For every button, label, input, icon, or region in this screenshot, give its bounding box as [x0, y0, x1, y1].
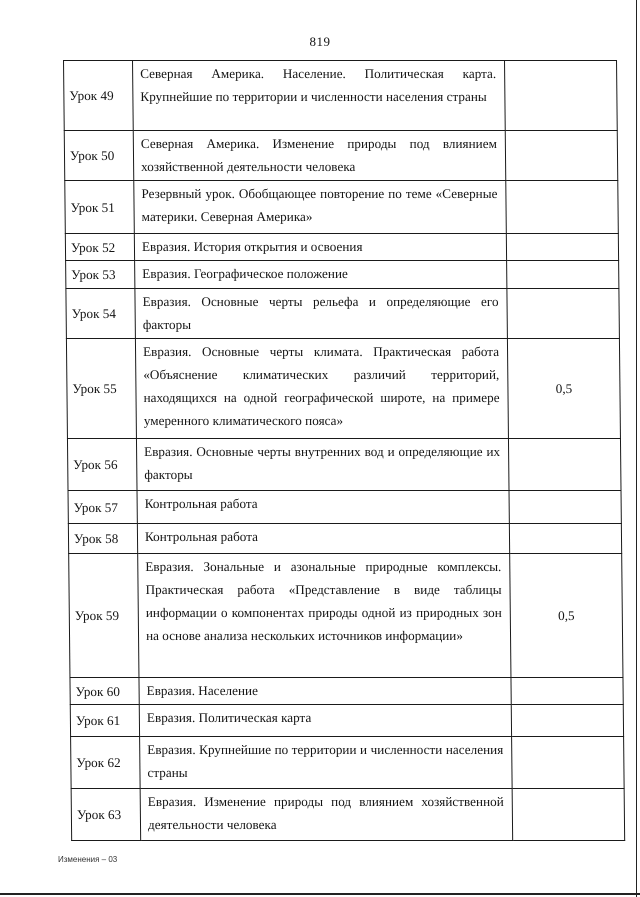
lesson-topic-cell: Евразия. Основные черты климата. Практическая работа «Объяснение климатических различий территорий, находящихся на одной географической широте, на примере умеренного климатического пояса» [135, 339, 508, 439]
table-row [70, 678, 623, 705]
table-row [66, 261, 619, 289]
lesson-topic-cell: Евразия. Географическое положение [135, 261, 507, 289]
lesson-number-cell: Урок 63 [71, 789, 141, 841]
page-number: 819 [309, 34, 331, 49]
table-row [64, 131, 618, 181]
practical-hours-cell [509, 524, 621, 554]
lesson-topic-cell: Евразия. Зональные и азональные природные комплексы. Практическая работа «Представление в виде таблицы информации о компонентах природы одной из природных зон на основе анализа нескольких источников информации» [138, 554, 511, 678]
table-row [65, 181, 619, 234]
lesson-topic-cell: Евразия. Крупнейшие по территории и численности населения страны [140, 737, 513, 789]
lesson-number-cell: Урок 56 [67, 439, 137, 491]
table-row [71, 737, 625, 789]
revision-footer: Изменения – 03 [58, 855, 118, 864]
lesson-number-cell: Урок 52 [65, 234, 134, 261]
lesson-number-cell: Урок 51 [65, 181, 135, 234]
table-row [64, 61, 618, 131]
lesson-topic-cell: Северная Америка. Изменение природы под влиянием хозяйственной деятельности человека [133, 131, 506, 181]
table-row [66, 339, 620, 439]
scan-edge-bottom [0, 893, 640, 895]
lesson-topic-cell: Евразия. Население [139, 678, 511, 705]
lesson-topic-cell: Резервный урок. Обобщающее повторение по теме «Северные материки. Северная Америка» [134, 181, 507, 234]
practical-hours-cell [506, 234, 618, 261]
practical-hours-cell [505, 131, 618, 181]
practical-hours-cell [512, 789, 625, 841]
table-row [71, 789, 625, 841]
table-row [68, 524, 621, 554]
table-row [67, 439, 621, 491]
lesson-number-cell: Урок 55 [66, 339, 136, 439]
scan-edge-right [636, 0, 637, 897]
lesson-number-cell: Урок 59 [69, 554, 139, 678]
practical-hours-cell: 0,5 [507, 339, 620, 439]
practical-hours-cell [511, 678, 623, 705]
table-row [70, 705, 623, 737]
lesson-number-cell: Урок 50 [64, 131, 134, 181]
lesson-number-cell: Урок 54 [66, 289, 136, 339]
lesson-number-cell: Урок 53 [66, 261, 135, 289]
lesson-topic-cell: Евразия. Политическая карта [139, 705, 511, 737]
table-row [68, 491, 621, 524]
lesson-plan-table [63, 60, 625, 841]
lesson-topic-cell: Контрольная работа [137, 524, 509, 554]
lesson-topic-cell: Евразия. Основные черты рельефа и определяющие его факторы [135, 289, 508, 339]
practical-hours-cell [507, 289, 620, 339]
lesson-topic-cell: Контрольная работа [137, 491, 509, 524]
practical-hours-cell [511, 705, 623, 737]
lesson-number-cell: Урок 61 [70, 705, 139, 737]
lesson-topic-cell: Евразия. История открытия и освоения [134, 234, 506, 261]
practical-hours-cell [505, 61, 618, 131]
practical-hours-cell: 0,5 [510, 554, 623, 678]
lesson-number-cell: Урок 60 [70, 678, 139, 705]
table-row [66, 289, 620, 339]
lesson-number-cell: Урок 57 [68, 491, 137, 524]
lesson-number-cell: Урок 62 [71, 737, 141, 789]
lesson-number-cell: Урок 58 [68, 524, 137, 554]
table-row [69, 554, 623, 678]
practical-hours-cell [508, 439, 621, 491]
lesson-topic-cell: Северная Америка. Население. Политическая карта. Крупнейшие по территории и численности населения страны [133, 61, 506, 131]
table-row [65, 234, 618, 261]
practical-hours-cell [512, 737, 625, 789]
practical-hours-cell [506, 181, 619, 234]
lesson-topic-cell: Евразия. Основные черты внутренних вод и определяющие их факторы [136, 439, 509, 491]
practical-hours-cell [507, 261, 619, 289]
lesson-number-cell: Урок 49 [64, 61, 134, 131]
practical-hours-cell [509, 491, 621, 524]
lesson-topic-cell: Евразия. Изменение природы под влиянием хозяйственной деятельности человека [140, 789, 513, 841]
